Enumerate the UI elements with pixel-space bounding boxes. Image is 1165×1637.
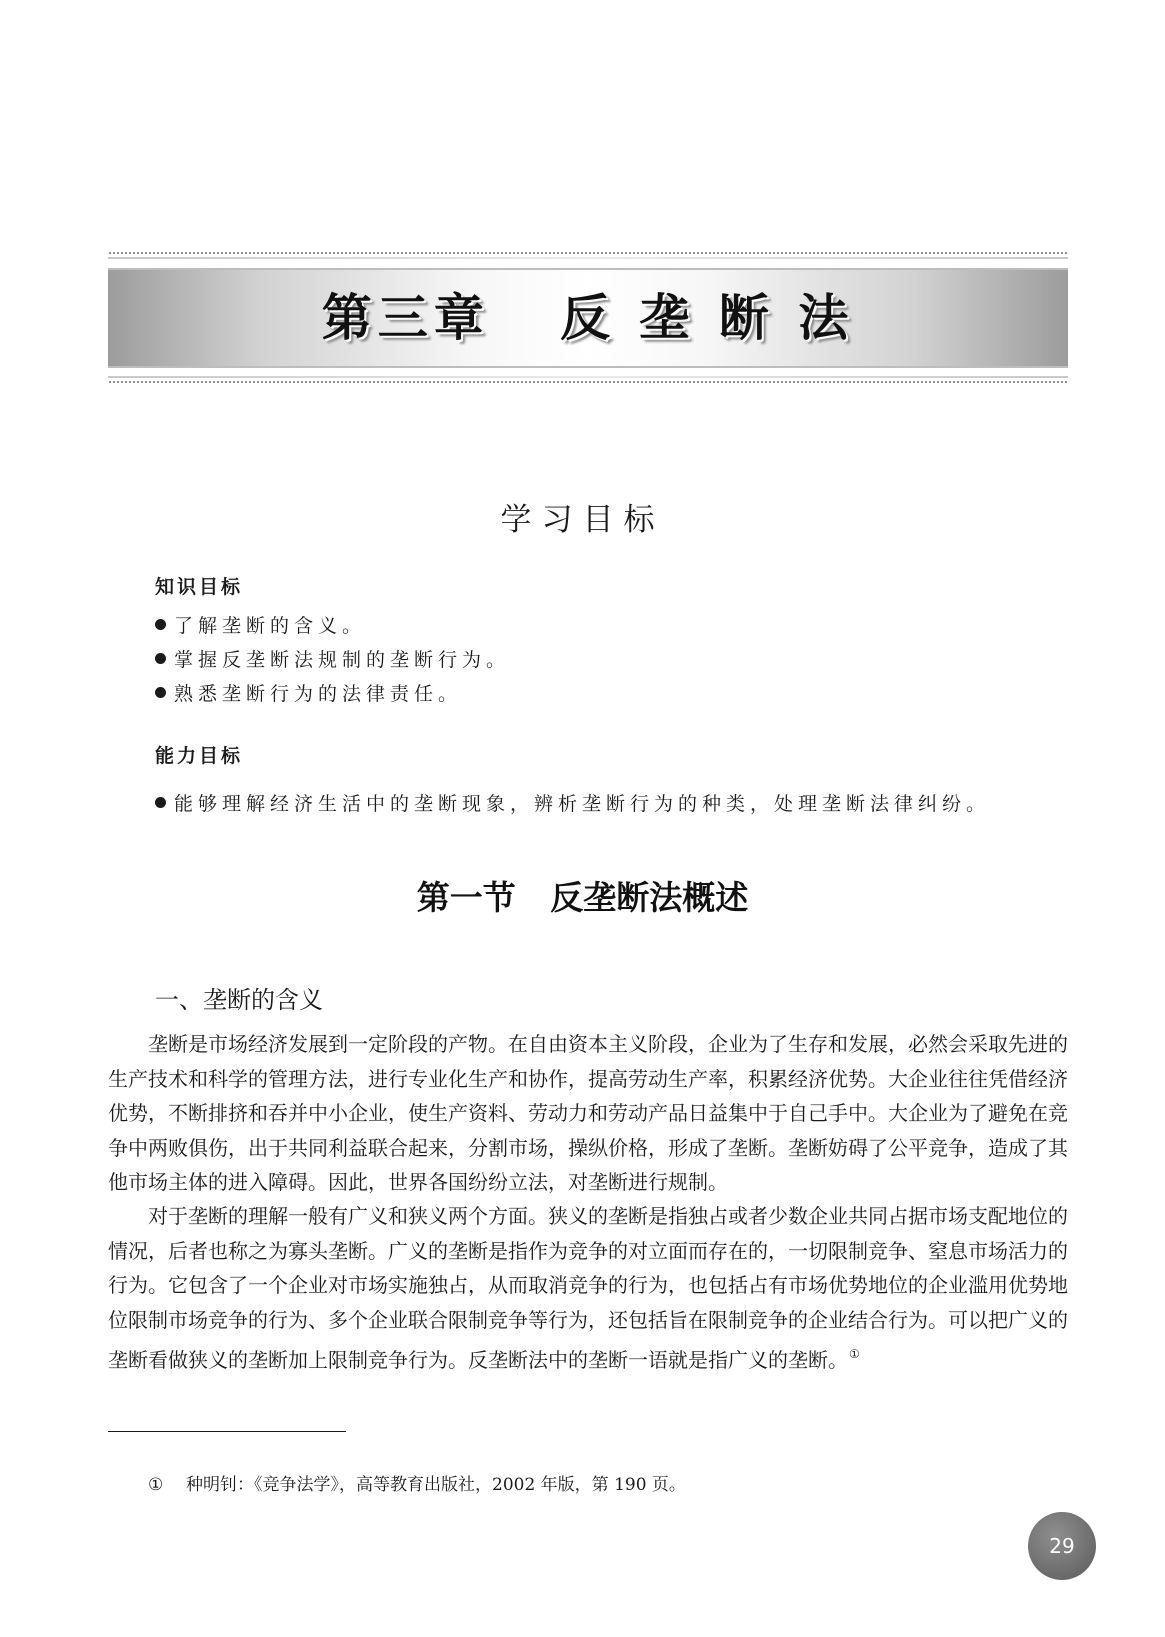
body-paragraph-text: 对于垄断的理解一般有广义和狭义两个方面。狭义的垄断是指独占或者少数企业共同占据市场支配地位的情况，后者也称之为寡头垄断。广义的垄断是指作为竞争的对立面而存在的，一切限制竞争、窒息市场活力的行为。它包含了一个企业对市场实施独占，从而取消竞争的行为，也包括占有市场优势地位的企业滥用优势地位限制市场竞争的行为、多个企业联合限制竞争等行为，还包括旨在限制竞争的企业结合行为。可以把广义的垄断看做狭义的垄断加上限制竞争行为。反垄断法中的垄断一语就是指广义的垄断。 bbox=[108, 1204, 1068, 1372]
knowledge-objective-text: 熟悉垄断行为的法律责任。 bbox=[174, 683, 463, 705]
banner-bottom-rule bbox=[108, 376, 1068, 378]
page-number-badge: 29 bbox=[1028, 1512, 1096, 1580]
body-paragraph bbox=[108, 1199, 1068, 1378]
banner-bottom-dotted-rule bbox=[108, 380, 1068, 384]
footnote-reference-marker[interactable]: ① bbox=[849, 1347, 860, 1361]
knowledge-objective-text: 掌握反垄断法规制的垄断行为。 bbox=[174, 649, 511, 671]
bullet-icon bbox=[155, 797, 166, 808]
chapter-title: 第三章 反 垄 断 法 bbox=[321, 289, 855, 347]
body-paragraph-text: 垄断是市场经济发展到一定阶段的产物。在自由资本主义阶段，企业为了生存和发展，必然会采取先进的生产技术和科学的管理方法，进行专业化生产和协作，提高劳动生产率，积累经济优势。大企业往往凭借经济优势，不断排挤和吞并中小企业，使生产资料、劳动力和劳动产品日益集中于自己手中。大企业为了避免在竞争中两败俱伤，出于共同利益联合起来，分割市场，操纵价格，形成了垄断。垄断妨碍了公平竞争，造成了其他市场主体的进入障碍。因此，世界各国纷纷立法，对垄断进行规制。 bbox=[108, 1032, 1068, 1194]
ability-objective-item bbox=[155, 789, 990, 816]
banner-top-dotted-rule bbox=[108, 251, 1068, 255]
footnote-number: ① bbox=[148, 1475, 164, 1495]
knowledge-objective-item bbox=[155, 679, 462, 706]
bullet-icon bbox=[155, 687, 166, 698]
banner-top-rule bbox=[108, 257, 1068, 259]
knowledge-objectives-heading: 知识目标 bbox=[155, 576, 244, 598]
footnote-divider bbox=[108, 1431, 346, 1432]
knowledge-objective-item bbox=[155, 611, 366, 638]
footnote bbox=[148, 1470, 686, 1495]
bullet-icon bbox=[155, 653, 166, 664]
ability-objectives-heading: 能力目标 bbox=[155, 745, 244, 767]
section-title: 第一节 反垄断法概述 bbox=[416, 878, 749, 917]
knowledge-objective-text: 了解垄断的含义。 bbox=[174, 615, 367, 637]
objectives-title: 学习目标 bbox=[500, 502, 665, 538]
subsection-title: 一、垄断的含义 bbox=[155, 986, 323, 1014]
bullet-icon bbox=[155, 619, 166, 630]
knowledge-objective-item bbox=[155, 645, 510, 672]
ability-objective-text: 能够理解经济生活中的垄断现象，辨析垄断行为的种类，处理垄断法律纠纷。 bbox=[174, 793, 991, 815]
body-paragraph bbox=[108, 1027, 1068, 1200]
footnote-text: 种明钊：《竞争法学》，高等教育出版社，2002 年版，第 190 页。 bbox=[186, 1475, 686, 1495]
